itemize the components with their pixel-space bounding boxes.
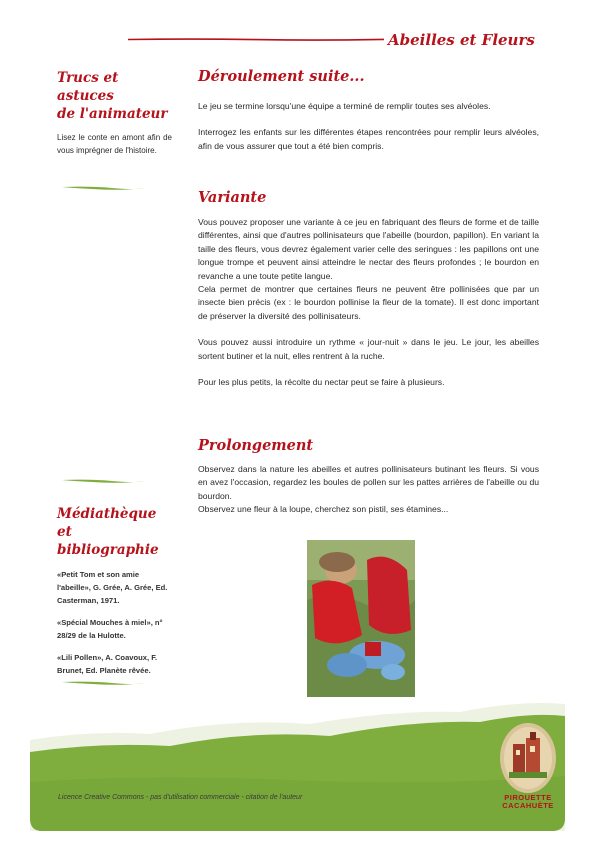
header-title: Abeilles et Fleurs	[388, 31, 535, 49]
media-title	[57, 505, 172, 559]
license-text: Licence Creative Commons - pas d'utilisation commerciale - citation de l'auteur	[58, 794, 303, 801]
section-deroulement	[198, 68, 539, 153]
tips-panel	[57, 69, 172, 157]
logo-text-line2: CACAHUÈTE	[502, 801, 554, 810]
tips-title-line2: de l'animateur	[57, 106, 168, 122]
reference-item: «Petit Tom et son amie l'abeille», G. Grée, A. Grée, Ed. Casterman, 1971.	[57, 570, 168, 605]
section-title: Variante	[198, 189, 267, 206]
paragraph: Vous pouvez aussi introduire un rythme « jour-nuit » dans le jeu. Le jour, les abeilles sortent butiner et la nuit, elles rentrent à la ruche.	[198, 337, 539, 361]
paragraph: Vous pouvez proposer une variante à ce jeu en fabriquant des fleurs de forme et de taille différentes, ainsi que d'autres pollinisateurs que l'abeille (bourdon, papillon). En variant la taille des fleurs, vous devrez également varier celle des seringues : les papillons ont une longue trompe et peuvent ainsi atteindre le nectar des fleurs profondes ; le bourdon en revanche a une toute petite langue.	[198, 217, 539, 281]
section-title: Prolongement	[198, 437, 314, 454]
logo-text	[492, 794, 564, 810]
tips-title-line1: Trucs et astuces	[57, 70, 119, 104]
paragraph: Interrogez les enfants sur les différentes étapes rencontrées pour remplir leurs alvéoles, afin de vous assurer que tout a été bien compris.	[198, 127, 539, 151]
tips-text: Lisez le conte en amont afin de vous imprégner de l'histoire.	[57, 133, 172, 155]
logo-text-line1: PIROUETTE	[504, 793, 552, 802]
grass-divider-1	[62, 185, 144, 191]
section-variante	[198, 189, 539, 389]
media-panel	[57, 505, 172, 686]
header-rule	[128, 38, 384, 41]
paragraph: Cela permet de montrer que certaines fleurs ne peuvent être pollinisées que par un insecte bien précis (ex : le bourdon pollinise la fleur de la tomate). Il est donc important de préserver la diversité des pollinisateurs.	[198, 284, 539, 321]
paragraph: Observez dans la nature les abeilles et autres pollinisateurs butinant les fleurs. Si vous en avez l'occasion, regardez les boules de pollen sur les pattes arrières de l'abeille ou du bourdon.	[198, 464, 539, 501]
paragraph: Pour les plus petits, la récolte du nectar peut se faire à plusieurs.	[198, 377, 445, 388]
grass-footer-banner	[30, 690, 565, 831]
paragraph: Observez une fleur à la loupe, cherchez son pistil, ses étamines...	[198, 504, 449, 515]
reference-list	[57, 568, 172, 677]
tips-title	[57, 69, 172, 123]
media-title-line1: Médiathèque et	[57, 506, 157, 540]
section-prolongement	[198, 437, 539, 517]
reference-item: «Lili Pollen», A. Coavoux, F. Brunet, Ed. Planète rêvée.	[57, 653, 158, 675]
grass-divider-3	[62, 680, 144, 686]
section-title: Déroulement suite...	[198, 68, 365, 85]
paragraph: Le jeu se termine lorsqu'une équipe a terminé de remplir toutes ses alvéoles.	[198, 101, 491, 111]
media-title-line2: bibliographie	[57, 542, 159, 558]
children-activity-photo	[307, 540, 415, 697]
pirouette-cacahuete-logo	[499, 722, 557, 794]
grass-divider-2	[62, 478, 144, 484]
reference-item: «Spécial Mouches à miel», n° 28/29 de la Hulotte.	[57, 618, 163, 640]
